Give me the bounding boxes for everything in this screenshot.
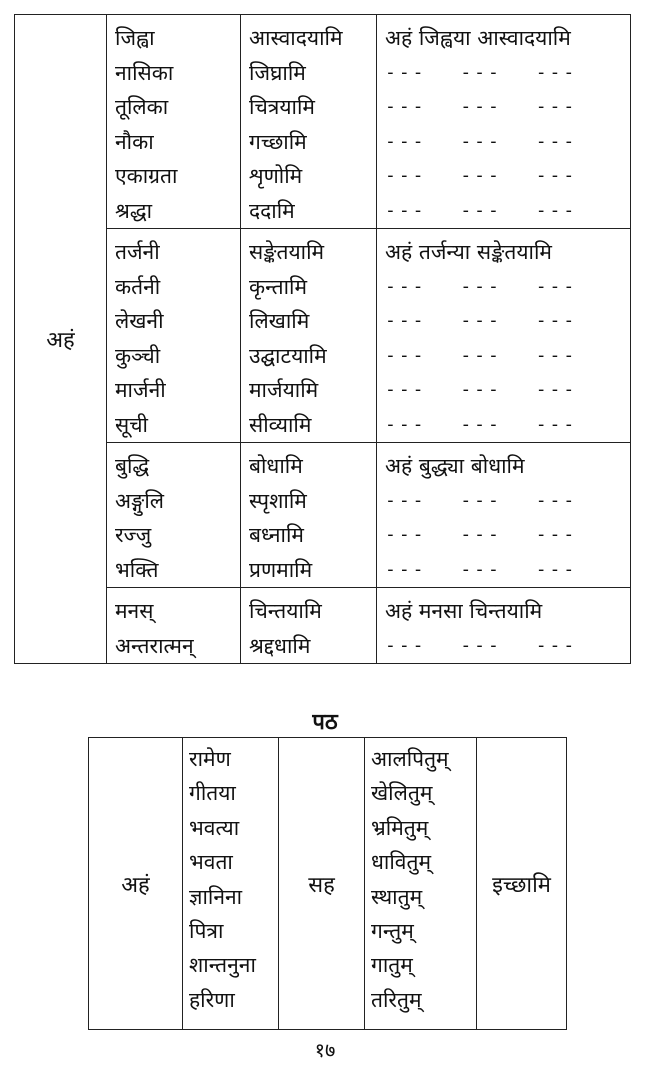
table1-verb: मार्जयामि xyxy=(249,378,319,402)
table2-instrumental: ज्ञानिना xyxy=(189,884,243,909)
table1-answer: --- --- --- xyxy=(385,165,578,186)
table1-verb: बध्नामि xyxy=(249,523,304,547)
table2-subject: अहं xyxy=(89,738,183,1030)
table1-answer: --- --- --- xyxy=(385,310,578,331)
table1-noun: मार्जनी xyxy=(115,378,166,402)
table1-answer: --- --- --- xyxy=(385,634,578,656)
table2-instrumental: गीतया xyxy=(189,781,236,806)
table1-answer: --- --- --- xyxy=(385,558,578,580)
table1-group-row xyxy=(15,443,631,588)
table1-noun: एकाग्रता xyxy=(115,164,178,188)
table1-noun: लेखनी xyxy=(115,309,164,333)
table1-verb: स्पृशामि xyxy=(249,488,307,513)
table1-verb: लिखामि xyxy=(249,309,310,333)
table2-infinitive: तरितुम् xyxy=(371,987,422,1012)
table1-verb-cell xyxy=(241,229,377,443)
table1-verb-cell xyxy=(241,588,377,664)
table1-answer: --- --- --- xyxy=(385,96,578,117)
table1-verb: कृन्तामि xyxy=(249,274,308,299)
table1-answer: अहं जिह्वया आस्वादयामि xyxy=(385,26,571,50)
table1-verb: गच्छामि xyxy=(249,129,307,154)
table1-noun: कर्तनी xyxy=(115,274,161,299)
table1-verb: आस्वादयामि xyxy=(249,26,343,50)
table1-verb: ददामि xyxy=(249,198,295,223)
table1-verb-cell xyxy=(241,15,377,229)
table1-answer: --- --- --- xyxy=(385,524,578,545)
table1-noun: तर्जनी xyxy=(115,240,160,264)
table1-verb: सङ्केतयामि xyxy=(249,240,325,264)
table1-noun: भक्ति xyxy=(115,557,159,582)
table1-noun: सूची xyxy=(115,412,148,437)
table1-verb: चित्रयामि xyxy=(249,95,315,119)
table1-answer: --- --- --- xyxy=(385,275,578,297)
table2-infinitive: भ्रमितुम् xyxy=(371,815,429,840)
table1-noun-cell xyxy=(107,15,241,229)
table1-verb-cell xyxy=(241,443,377,588)
table1-answer-cell xyxy=(377,588,631,664)
table1-verb: प्रणमामि xyxy=(249,557,313,582)
table1-noun-cell xyxy=(107,229,241,443)
table1-verb: चिन्तयामि xyxy=(249,599,322,623)
table1-noun: कुञ्ची xyxy=(115,343,161,368)
table2-infinitive: आलपितुम् xyxy=(371,747,449,771)
table1-noun: नौका xyxy=(115,129,154,154)
table1-verb: श्रद्दधामि xyxy=(249,633,311,658)
table2-instrumental-column xyxy=(183,738,279,1030)
table2-infinitive-column xyxy=(365,738,477,1030)
table1-answer: --- --- --- xyxy=(385,61,578,83)
table2-infinitive: गन्तुम् xyxy=(371,918,414,943)
table1-verb: शृणोमि xyxy=(249,164,303,188)
table1-verb: उद्घाटयामि xyxy=(249,343,327,368)
table2-instrumental: रामेण xyxy=(189,747,231,771)
table2-infinitive: धावितुम् xyxy=(371,850,431,875)
table1-noun-cell xyxy=(107,588,241,664)
table1-answer: --- --- --- xyxy=(385,379,578,400)
section-heading: पठ xyxy=(312,710,338,735)
table2-infinitive: स्थातुम् xyxy=(371,884,423,909)
table2-instrumental: भवता xyxy=(189,850,233,875)
table1-verb: जिघ्रामि xyxy=(249,60,306,85)
table1-noun: अन्तरात्मन् xyxy=(115,633,194,658)
table2-saha: सह xyxy=(279,738,365,1030)
table1-noun: अङ्गुलि xyxy=(115,488,165,513)
table1-group-row xyxy=(15,229,631,443)
table2-infinitive: खेलितुम् xyxy=(371,781,433,806)
table1-answer: --- --- --- xyxy=(385,413,578,435)
table1-group-row xyxy=(15,588,631,664)
table1-answer-cell xyxy=(377,443,631,588)
table2-instrumental: पित्रा xyxy=(189,918,224,943)
table1-answer-cell xyxy=(377,229,631,443)
table2-instrumental: शान्तनुना xyxy=(189,953,256,978)
table1-answer: --- --- --- xyxy=(385,489,578,511)
table2-instrumental: हरिणा xyxy=(189,987,235,1012)
exercise-table-1 xyxy=(14,14,631,664)
table1-noun: श्रद्धा xyxy=(115,198,153,223)
table1-noun: नासिका xyxy=(115,60,174,85)
table1-noun: रज्जु xyxy=(115,523,152,547)
table1-answer: अहं बुद्ध्या बोधामि xyxy=(385,454,525,478)
table2-infinitive: गातुम् xyxy=(371,953,413,978)
table1-verb: बोधामि xyxy=(249,454,303,478)
table1-answer: अहं तर्जन्या सङ्केतयामि xyxy=(385,240,552,264)
table1-answer: --- --- --- xyxy=(385,344,578,366)
table1-answer: --- --- --- xyxy=(385,130,578,152)
table2-verb: इच्छामि xyxy=(477,738,567,1030)
table1-subject: अहं xyxy=(15,15,107,664)
table1-answer: अहं मनसा चिन्तयामि xyxy=(385,599,543,623)
page-number: १७ xyxy=(314,1038,336,1062)
exercise-table-2 xyxy=(88,737,567,1030)
table1-verb: सीव्यामि xyxy=(249,412,312,437)
table1-noun-cell xyxy=(107,443,241,588)
table1-group-row xyxy=(15,15,631,229)
table1-noun: बुद्धि xyxy=(115,454,150,478)
table1-noun: जिह्वा xyxy=(115,26,155,50)
table1-answer-cell xyxy=(377,15,631,229)
table1-answer: --- --- --- xyxy=(385,199,578,221)
table1-noun: तूलिका xyxy=(115,95,169,119)
table2-instrumental: भवत्या xyxy=(189,815,240,840)
table1-noun: मनस् xyxy=(115,599,154,623)
